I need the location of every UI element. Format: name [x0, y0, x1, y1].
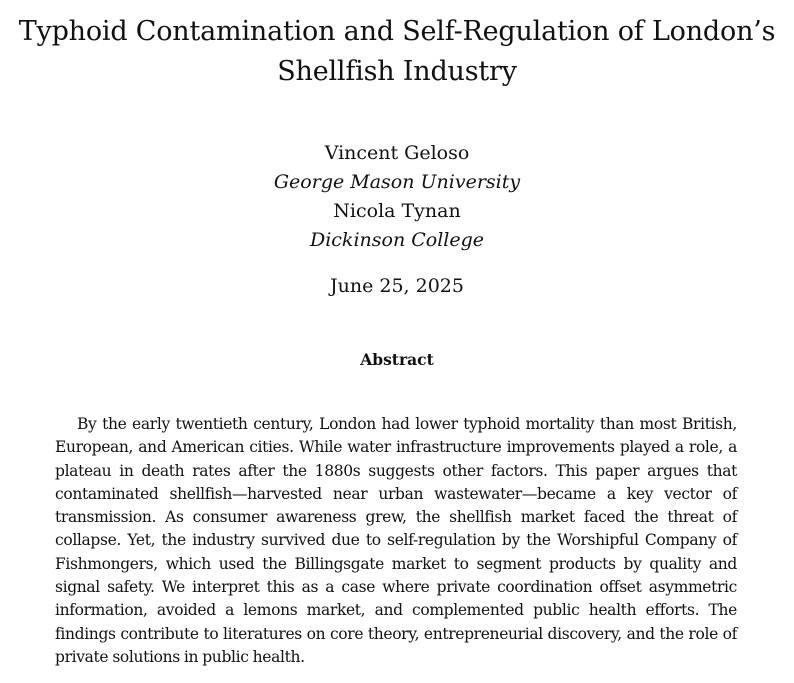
paper-title-line-1: Typhoid Contamination and Self-Regulation of London’s: [18, 16, 776, 47]
author-affiliation: Dickinson College: [309, 229, 485, 251]
author-name: Vincent Geloso: [324, 142, 470, 164]
paper-title: [0, 12, 794, 92]
author-block: [0, 139, 794, 255]
abstract-text: By the early twentieth century, London had lower typhoid mortality than most British, European, and American cities. While water infrastructure improvements played a role, a plateau in death rates after the 1880s suggests other factors. This paper argues that contaminated shellfish—harvested near urban wastewater—became a key vector of transmission. As consumer awareness grew, the shellfish market faced the threat of collapse. Yet, the industry survived due to self-regulation by the Worshipful Company of Fishmongers, which used the Billingsgate market to segment products by quality and signal safety. We interpret this as a case where private coordination offset asymmetric information, avoided a lemons market, and complemented public health efforts. The findings contribute to literatures on core theory, entrepreneurial discovery, and the role of private solutions in public health.: [55, 415, 737, 666]
author-name: Nicola Tynan: [333, 200, 461, 222]
paper-date: June 25, 2025: [330, 275, 464, 297]
author-affiliation: George Mason University: [273, 171, 521, 193]
paper-title-line-2: Shellfish Industry: [277, 56, 517, 87]
abstract-heading: Abstract: [360, 350, 434, 369]
